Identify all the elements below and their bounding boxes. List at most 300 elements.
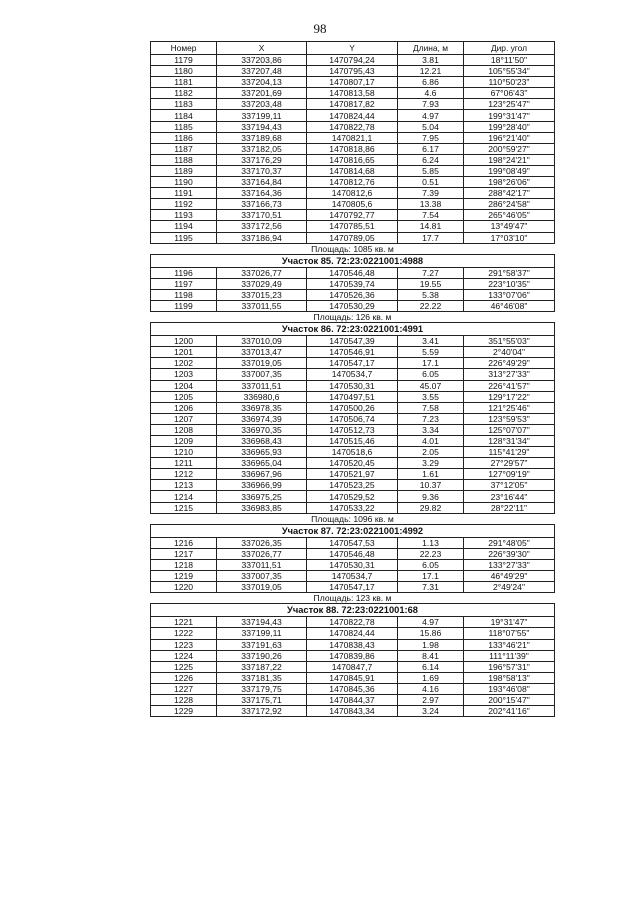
x-coordinate-cell: 337011,55 [217, 300, 307, 311]
point-number-cell: 1186 [151, 132, 217, 143]
y-coordinate-cell: 1470817,82 [307, 99, 398, 110]
point-number-cell: 1202 [151, 358, 217, 369]
length-cell: 5.38 [398, 289, 464, 300]
x-coordinate-cell: 337190,26 [217, 650, 307, 661]
y-coordinate-cell: 1470497,51 [307, 391, 398, 402]
direction-angle-cell: 115°41'29" [464, 447, 555, 458]
table-row [151, 177, 555, 188]
x-coordinate-cell: 337164,36 [217, 188, 307, 199]
point-number-cell: 1191 [151, 188, 217, 199]
x-coordinate-cell: 337186,94 [217, 232, 307, 243]
y-coordinate-cell: 1470844,37 [307, 694, 398, 705]
table-row [151, 110, 555, 121]
x-coordinate-cell: 337026,35 [217, 537, 307, 548]
length-cell: 7.31 [398, 582, 464, 593]
point-number-cell: 1217 [151, 548, 217, 559]
point-number-cell: 1204 [151, 380, 217, 391]
point-number-cell: 1201 [151, 347, 217, 358]
x-coordinate-cell: 336978,35 [217, 402, 307, 413]
direction-angle-cell: 128°31'34" [464, 436, 555, 447]
table-row [151, 559, 555, 570]
table-row [151, 165, 555, 176]
direction-angle-cell: 198°24'21" [464, 154, 555, 165]
y-coordinate-cell: 1470805,6 [307, 199, 398, 210]
table-row [151, 380, 555, 391]
coordinates-table [150, 41, 555, 717]
x-coordinate-cell: 337182,05 [217, 143, 307, 154]
x-coordinate-cell: 337189,68 [217, 132, 307, 143]
x-coordinate-cell: 336974,39 [217, 413, 307, 424]
table-row [151, 628, 555, 639]
plot-title-row [151, 604, 555, 617]
table-row [151, 188, 555, 199]
x-coordinate-cell: 336966,99 [217, 480, 307, 491]
direction-angle-cell: 46°49'29" [464, 571, 555, 582]
point-number-cell: 1193 [151, 210, 217, 221]
point-number-cell: 1203 [151, 369, 217, 380]
direction-angle-cell: 19°31'47" [464, 617, 555, 628]
length-cell: 9.36 [398, 491, 464, 502]
y-coordinate-cell: 1470500,26 [307, 402, 398, 413]
direction-angle-cell: 121°25'46" [464, 402, 555, 413]
point-number-cell: 1216 [151, 537, 217, 548]
y-coordinate-cell: 1470515,46 [307, 436, 398, 447]
table-row [151, 369, 555, 380]
y-coordinate-cell: 1470824,44 [307, 628, 398, 639]
header-length: Длина, м [398, 42, 464, 55]
x-coordinate-cell: 336965,04 [217, 458, 307, 469]
direction-angle-cell: 199°28'40" [464, 121, 555, 132]
direction-angle-cell: 123°59'53" [464, 413, 555, 424]
x-coordinate-cell: 337011,51 [217, 559, 307, 570]
point-number-cell: 1184 [151, 110, 217, 121]
point-number-cell: 1207 [151, 413, 217, 424]
table-row [151, 336, 555, 347]
length-cell: 7.95 [398, 132, 464, 143]
table-row [151, 413, 555, 424]
length-cell: 12.21 [398, 66, 464, 77]
table-row [151, 447, 555, 458]
x-coordinate-cell: 337010,09 [217, 336, 307, 347]
point-number-cell: 1208 [151, 424, 217, 435]
table-row [151, 458, 555, 469]
table-row [151, 639, 555, 650]
table-row [151, 132, 555, 143]
x-coordinate-cell: 337203,86 [217, 55, 307, 66]
table-row [151, 278, 555, 289]
direction-angle-cell: 28°22'11" [464, 502, 555, 513]
table-row [151, 210, 555, 221]
direction-angle-cell: 133°07'06" [464, 289, 555, 300]
direction-angle-cell: 198°58'13" [464, 672, 555, 683]
table-row [151, 706, 555, 717]
table-row [151, 267, 555, 278]
length-cell: 6.24 [398, 154, 464, 165]
point-number-cell: 1190 [151, 177, 217, 188]
point-number-cell: 1222 [151, 628, 217, 639]
x-coordinate-cell: 337170,51 [217, 210, 307, 221]
y-coordinate-cell: 1470785,51 [307, 221, 398, 232]
length-cell: 29.82 [398, 502, 464, 513]
y-coordinate-cell: 1470546,91 [307, 347, 398, 358]
point-number-cell: 1199 [151, 300, 217, 311]
length-cell: 22.23 [398, 548, 464, 559]
y-coordinate-cell: 1470530,31 [307, 559, 398, 570]
table-row [151, 55, 555, 66]
direction-angle-cell: 13°49'47" [464, 221, 555, 232]
x-coordinate-cell: 337007,35 [217, 571, 307, 582]
direction-angle-cell: 226°41'57" [464, 380, 555, 391]
table-row [151, 694, 555, 705]
length-cell: 7.39 [398, 188, 464, 199]
direction-angle-cell: 111°11'39" [464, 650, 555, 661]
x-coordinate-cell: 337207,48 [217, 66, 307, 77]
length-cell: 4.6 [398, 88, 464, 99]
point-number-cell: 1187 [151, 143, 217, 154]
direction-angle-cell: 125°07'07" [464, 424, 555, 435]
direction-angle-cell: 199°08'49" [464, 165, 555, 176]
y-coordinate-cell: 1470818,86 [307, 143, 398, 154]
point-number-cell: 1197 [151, 278, 217, 289]
table-row [151, 221, 555, 232]
length-cell: 0.51 [398, 177, 464, 188]
direction-angle-cell: 291°48'05" [464, 537, 555, 548]
point-number-cell: 1194 [151, 221, 217, 232]
length-cell: 2.97 [398, 694, 464, 705]
length-cell: 7.27 [398, 267, 464, 278]
x-coordinate-cell: 336975,25 [217, 491, 307, 502]
direction-angle-cell: 199°31'47" [464, 110, 555, 121]
y-coordinate-cell: 1470518,6 [307, 447, 398, 458]
length-cell: 1.98 [398, 639, 464, 650]
plot-title: Участок 87. 72:23:0221001:4992 [151, 524, 555, 537]
length-cell: 7.93 [398, 99, 464, 110]
point-number-cell: 1196 [151, 267, 217, 278]
table-row [151, 143, 555, 154]
x-coordinate-cell: 337029,49 [217, 278, 307, 289]
length-cell: 6.14 [398, 661, 464, 672]
direction-angle-cell: 67°06'43" [464, 88, 555, 99]
direction-angle-cell: 123°25'47" [464, 99, 555, 110]
point-number-cell: 1181 [151, 77, 217, 88]
direction-angle-cell: 2°49'24" [464, 582, 555, 593]
length-cell: 4.97 [398, 617, 464, 628]
length-cell: 1.69 [398, 672, 464, 683]
direction-angle-cell: 286°24'58" [464, 199, 555, 210]
page-number: 98 [313, 21, 327, 36]
y-coordinate-cell: 1470547,17 [307, 358, 398, 369]
length-cell: 4.16 [398, 683, 464, 694]
point-number-cell: 1226 [151, 672, 217, 683]
y-coordinate-cell: 1470813,58 [307, 88, 398, 99]
y-coordinate-cell: 1470822,78 [307, 617, 398, 628]
table-row [151, 683, 555, 694]
point-number-cell: 1212 [151, 469, 217, 480]
length-cell: 6.05 [398, 559, 464, 570]
table-row [151, 661, 555, 672]
table-row [151, 99, 555, 110]
point-number-cell: 1225 [151, 661, 217, 672]
length-cell: 17.7 [398, 232, 464, 243]
y-coordinate-cell: 1470547,39 [307, 336, 398, 347]
length-cell: 17.1 [398, 571, 464, 582]
length-cell: 3.55 [398, 391, 464, 402]
point-number-cell: 1192 [151, 199, 217, 210]
length-cell: 5.85 [398, 165, 464, 176]
length-cell: 4.97 [398, 110, 464, 121]
y-coordinate-cell: 1470812,6 [307, 188, 398, 199]
direction-angle-cell: 18°11'50" [464, 55, 555, 66]
y-coordinate-cell: 1470546,48 [307, 548, 398, 559]
point-number-cell: 1227 [151, 683, 217, 694]
point-number-cell: 1215 [151, 502, 217, 513]
y-coordinate-cell: 1470807,17 [307, 77, 398, 88]
length-cell: 3.34 [398, 424, 464, 435]
direction-angle-cell: 105°55'34" [464, 66, 555, 77]
direction-angle-cell: 200°15'47" [464, 694, 555, 705]
table-row [151, 402, 555, 413]
area-text: Площадь: 1096 кв. м [151, 513, 555, 524]
point-number-cell: 1179 [151, 55, 217, 66]
x-coordinate-cell: 337007,35 [217, 369, 307, 380]
y-coordinate-cell: 1470523,25 [307, 480, 398, 491]
point-number-cell: 1223 [151, 639, 217, 650]
x-coordinate-cell: 336970,35 [217, 424, 307, 435]
table-row [151, 289, 555, 300]
area-text: Площадь: 1085 кв. м [151, 243, 555, 254]
x-coordinate-cell: 337164,84 [217, 177, 307, 188]
area-row [151, 243, 555, 254]
table-row [151, 391, 555, 402]
direction-angle-cell: 23°16'44" [464, 491, 555, 502]
table-row [151, 469, 555, 480]
x-coordinate-cell: 337172,56 [217, 221, 307, 232]
y-coordinate-cell: 1470789,05 [307, 232, 398, 243]
y-coordinate-cell: 1470821,1 [307, 132, 398, 143]
point-number-cell: 1195 [151, 232, 217, 243]
x-coordinate-cell: 337013,47 [217, 347, 307, 358]
direction-angle-cell: 198°26'06" [464, 177, 555, 188]
length-cell: 7.23 [398, 413, 464, 424]
y-coordinate-cell: 1470845,36 [307, 683, 398, 694]
point-number-cell: 1189 [151, 165, 217, 176]
point-number-cell: 1209 [151, 436, 217, 447]
length-cell: 3.24 [398, 706, 464, 717]
point-number-cell: 1210 [151, 447, 217, 458]
direction-angle-cell: 223°10'35" [464, 278, 555, 289]
x-coordinate-cell: 337011,51 [217, 380, 307, 391]
area-row [151, 312, 555, 323]
direction-angle-cell: 291°58'37" [464, 267, 555, 278]
point-number-cell: 1183 [151, 99, 217, 110]
length-cell: 19.55 [398, 278, 464, 289]
direction-angle-cell: 27°29'57" [464, 458, 555, 469]
direction-angle-cell: 265°46'05" [464, 210, 555, 221]
table-row [151, 358, 555, 369]
y-coordinate-cell: 1470794,24 [307, 55, 398, 66]
x-coordinate-cell: 336968,43 [217, 436, 307, 447]
x-coordinate-cell: 337175,71 [217, 694, 307, 705]
length-cell: 8.41 [398, 650, 464, 661]
point-number-cell: 1185 [151, 121, 217, 132]
direction-angle-cell: 129°17'22" [464, 391, 555, 402]
x-coordinate-cell: 337194,43 [217, 617, 307, 628]
y-coordinate-cell: 1470547,17 [307, 582, 398, 593]
length-cell: 6.05 [398, 369, 464, 380]
direction-angle-cell: 200°59'27" [464, 143, 555, 154]
length-cell: 6.17 [398, 143, 464, 154]
point-number-cell: 1228 [151, 694, 217, 705]
plot-title: Участок 85. 72:23:0221001:4988 [151, 254, 555, 267]
table-row [151, 424, 555, 435]
table-row [151, 88, 555, 99]
point-number-cell: 1198 [151, 289, 217, 300]
y-coordinate-cell: 1470529,52 [307, 491, 398, 502]
table-row [151, 650, 555, 661]
y-coordinate-cell: 1470792,77 [307, 210, 398, 221]
y-coordinate-cell: 1470824,44 [307, 110, 398, 121]
header-x: X [217, 42, 307, 55]
direction-angle-cell: 226°39'30" [464, 548, 555, 559]
table-header-row [151, 42, 555, 55]
header-number: Номер [151, 42, 217, 55]
table-body [151, 55, 555, 717]
direction-angle-cell: 202°41'16" [464, 706, 555, 717]
point-number-cell: 1229 [151, 706, 217, 717]
header-direction-angle: Дир. угол [464, 42, 555, 55]
length-cell: 5.04 [398, 121, 464, 132]
length-cell: 7.58 [398, 402, 464, 413]
table-row [151, 582, 555, 593]
direction-angle-cell: 110°50'23" [464, 77, 555, 88]
length-cell: 13.38 [398, 199, 464, 210]
length-cell: 7.54 [398, 210, 464, 221]
direction-angle-cell: 196°57'31" [464, 661, 555, 672]
length-cell: 1.13 [398, 537, 464, 548]
table-row [151, 571, 555, 582]
table-row [151, 154, 555, 165]
table-row [151, 548, 555, 559]
direction-angle-cell: 193°46'08" [464, 683, 555, 694]
x-coordinate-cell: 337015,23 [217, 289, 307, 300]
point-number-cell: 1200 [151, 336, 217, 347]
table-row [151, 66, 555, 77]
x-coordinate-cell: 337203,48 [217, 99, 307, 110]
point-number-cell: 1188 [151, 154, 217, 165]
y-coordinate-cell: 1470812,76 [307, 177, 398, 188]
y-coordinate-cell: 1470839,86 [307, 650, 398, 661]
y-coordinate-cell: 1470838,43 [307, 639, 398, 650]
direction-angle-cell: 46°46'08" [464, 300, 555, 311]
plot-title: Участок 88. 72:23:0221001:68 [151, 604, 555, 617]
y-coordinate-cell: 1470521,97 [307, 469, 398, 480]
y-coordinate-cell: 1470534,7 [307, 571, 398, 582]
direction-angle-cell: 2°40'04" [464, 347, 555, 358]
x-coordinate-cell: 337191,63 [217, 639, 307, 650]
table-row [151, 537, 555, 548]
point-number-cell: 1205 [151, 391, 217, 402]
plot-title-row [151, 323, 555, 336]
length-cell: 3.41 [398, 336, 464, 347]
table-row [151, 77, 555, 88]
point-number-cell: 1213 [151, 480, 217, 491]
direction-angle-cell: 226°49'29" [464, 358, 555, 369]
point-number-cell: 1219 [151, 571, 217, 582]
direction-angle-cell: 313°27'33" [464, 369, 555, 380]
length-cell: 17.1 [398, 358, 464, 369]
y-coordinate-cell: 1470539,74 [307, 278, 398, 289]
length-cell: 6.86 [398, 77, 464, 88]
y-coordinate-cell: 1470530,29 [307, 300, 398, 311]
y-coordinate-cell: 1470814,68 [307, 165, 398, 176]
table-row [151, 672, 555, 683]
table-row [151, 199, 555, 210]
y-coordinate-cell: 1470506,74 [307, 413, 398, 424]
table-row [151, 300, 555, 311]
y-coordinate-cell: 1470843,34 [307, 706, 398, 717]
length-cell: 2.05 [398, 447, 464, 458]
point-number-cell: 1214 [151, 491, 217, 502]
x-coordinate-cell: 337172,92 [217, 706, 307, 717]
plot-title-row [151, 524, 555, 537]
x-coordinate-cell: 337204,13 [217, 77, 307, 88]
point-number-cell: 1221 [151, 617, 217, 628]
x-coordinate-cell: 337026,77 [217, 267, 307, 278]
x-coordinate-cell: 337179,75 [217, 683, 307, 694]
table-row [151, 502, 555, 513]
x-coordinate-cell: 337019,05 [217, 358, 307, 369]
x-coordinate-cell: 336980,6 [217, 391, 307, 402]
direction-angle-cell: 196°21'40" [464, 132, 555, 143]
point-number-cell: 1218 [151, 559, 217, 570]
y-coordinate-cell: 1470547,53 [307, 537, 398, 548]
y-coordinate-cell: 1470530,31 [307, 380, 398, 391]
x-coordinate-cell: 337166,73 [217, 199, 307, 210]
y-coordinate-cell: 1470526,36 [307, 289, 398, 300]
area-row [151, 513, 555, 524]
length-cell: 3.81 [398, 55, 464, 66]
y-coordinate-cell: 1470847,7 [307, 661, 398, 672]
y-coordinate-cell: 1470533,22 [307, 502, 398, 513]
point-number-cell: 1211 [151, 458, 217, 469]
table-row [151, 347, 555, 358]
x-coordinate-cell: 337199,11 [217, 628, 307, 639]
direction-angle-cell: 118°07'55" [464, 628, 555, 639]
x-coordinate-cell: 337187,22 [217, 661, 307, 672]
area-text: Площадь: 126 кв. м [151, 312, 555, 323]
table-row [151, 436, 555, 447]
x-coordinate-cell: 337181,35 [217, 672, 307, 683]
plot-title-row [151, 254, 555, 267]
x-coordinate-cell: 336965,93 [217, 447, 307, 458]
direction-angle-cell: 17°03'10" [464, 232, 555, 243]
area-text: Площадь: 123 кв. м [151, 593, 555, 604]
y-coordinate-cell: 1470795,43 [307, 66, 398, 77]
length-cell: 10.37 [398, 480, 464, 491]
y-coordinate-cell: 1470534,7 [307, 369, 398, 380]
y-coordinate-cell: 1470822,78 [307, 121, 398, 132]
y-coordinate-cell: 1470845,91 [307, 672, 398, 683]
x-coordinate-cell: 337201,69 [217, 88, 307, 99]
x-coordinate-cell: 337194,43 [217, 121, 307, 132]
y-coordinate-cell: 1470816,65 [307, 154, 398, 165]
length-cell: 22.22 [398, 300, 464, 311]
direction-angle-cell: 133°46'21" [464, 639, 555, 650]
table-row [151, 480, 555, 491]
x-coordinate-cell: 336967,96 [217, 469, 307, 480]
table-row [151, 617, 555, 628]
point-number-cell: 1220 [151, 582, 217, 593]
